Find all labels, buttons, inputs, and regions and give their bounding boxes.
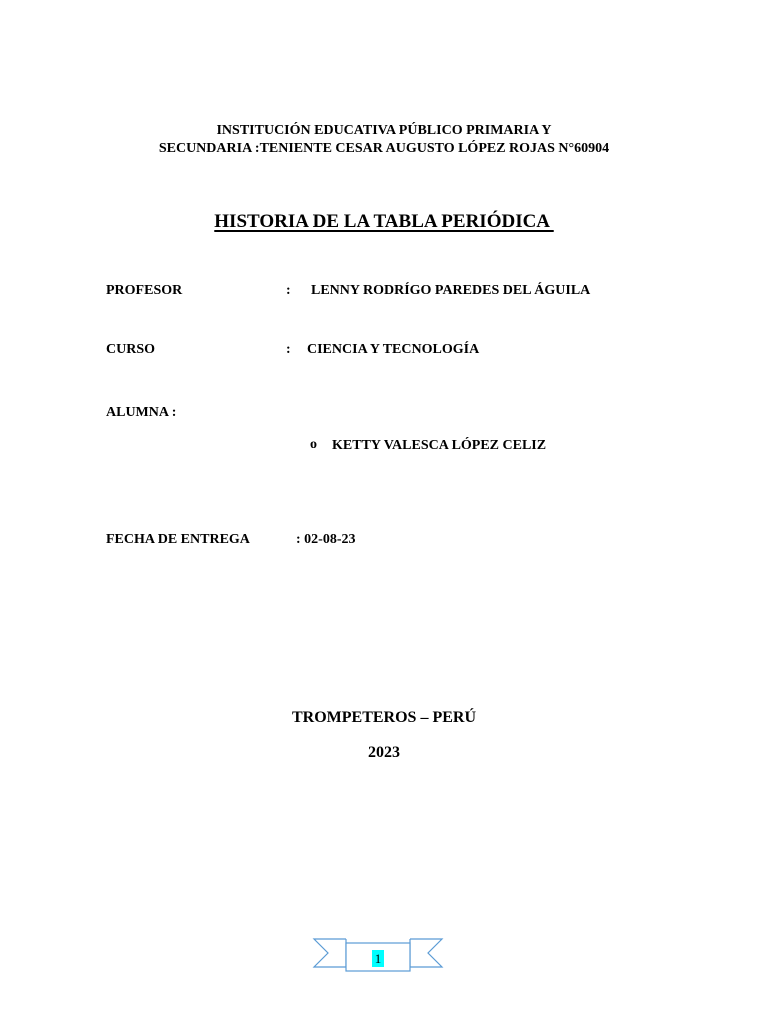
profesor-label: PROFESOR [106, 283, 183, 298]
location-line: TROMPETEROS – PERÚ [291, 709, 476, 726]
alumna-value: KETTY VALESCA LÓPEZ CELIZ [332, 438, 547, 453]
profesor-value: LENNY RODRÍGO PAREDES DEL ÁGUILA [311, 283, 591, 298]
curso-label: CURSO [106, 342, 156, 357]
fecha-value: : 02-08-23 [296, 532, 356, 547]
alumna-bullet: o [310, 437, 317, 452]
page-number: 1 [372, 950, 384, 967]
curso-separator: : [286, 342, 291, 357]
curso-value: CIENCIA Y TECNOLOGÍA [307, 342, 480, 357]
alumna-label: ALUMNA : [106, 405, 177, 420]
profesor-separator: : [286, 283, 291, 298]
year-line: 2023 [368, 744, 400, 761]
document-title: HISTORIA DE LA TABLA PERIÓDICA [214, 211, 554, 232]
institution-line-1: INSTITUCIÓN EDUCATIVA PÚBLICO PRIMARIA Y [216, 123, 552, 138]
fecha-label: FECHA DE ENTREGA [106, 532, 250, 547]
institution-line-2: SECUNDARIA :TENIENTE CESAR AUGUSTO LÓPEZ ROJAS N°60904 [158, 141, 610, 156]
